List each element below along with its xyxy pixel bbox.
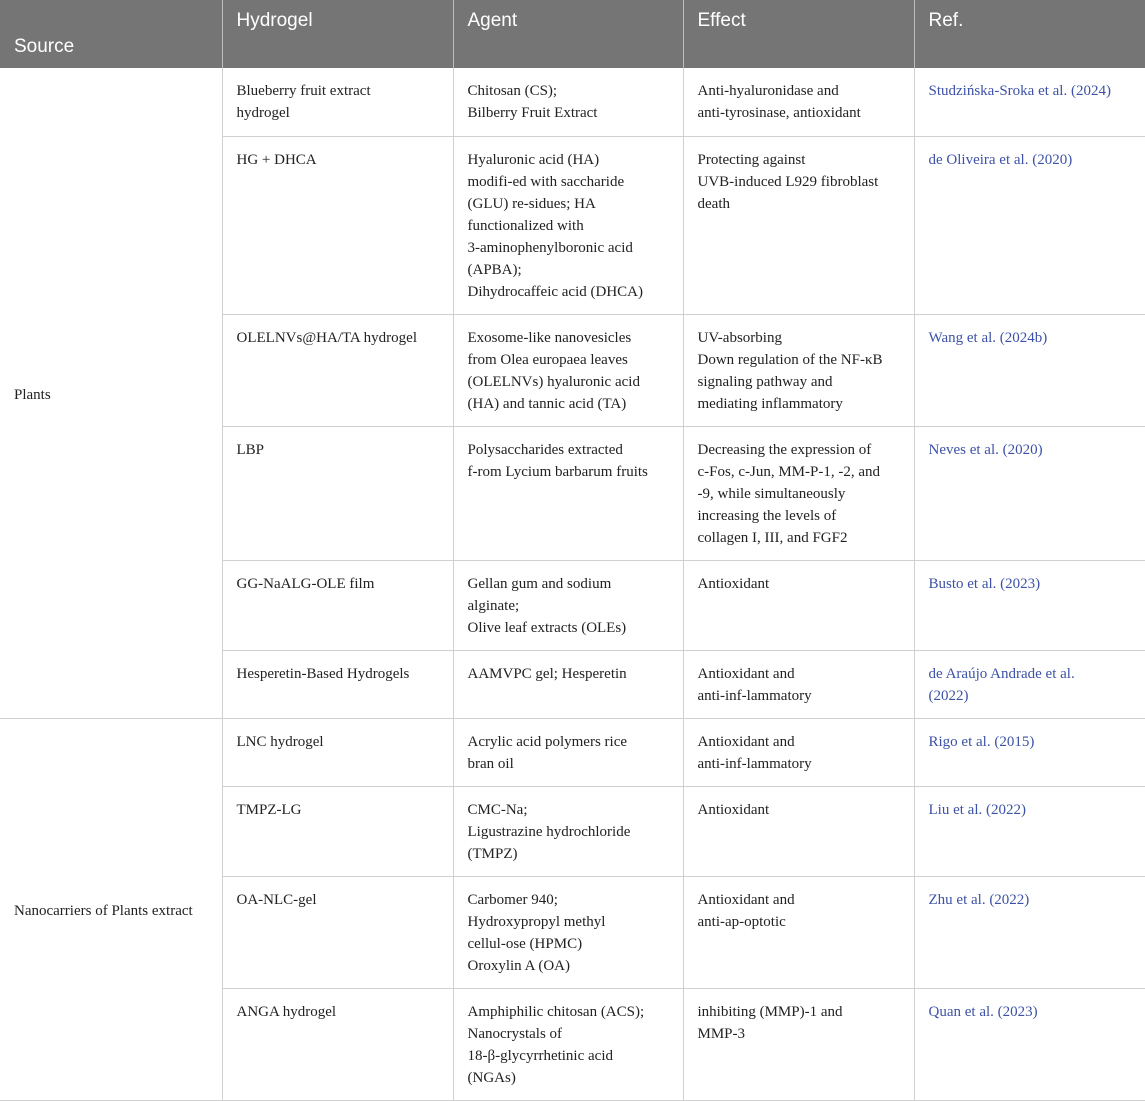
agent-text: Gellan gum and sodium [467, 575, 612, 592]
agent-text: Carbomer 940; [467, 891, 558, 908]
source-cell: Nanocarriers of Plants extract [0, 718, 222, 1100]
effect-cell [683, 68, 914, 136]
hydrogel-text: OLELNVs@HA/TA hydrogel [236, 329, 418, 346]
table-body [0, 68, 1145, 1100]
hydrogel-text: ANGA hydrogel [236, 1003, 337, 1020]
reference-link[interactable]: Zhu et al. (2022) [928, 891, 1030, 908]
effect-text: Antioxidant [697, 575, 770, 592]
agent-cell [453, 560, 683, 650]
effect-cell [683, 314, 914, 426]
effect-text: Protecting against [697, 151, 806, 168]
hydrogel-text: OA-NLC-gel [236, 891, 317, 908]
agent-cell [453, 988, 683, 1100]
effect-text: Anti-hyaluronidase and [697, 83, 839, 99]
ref-cell[interactable] [914, 560, 1145, 650]
hydrogel-cell [222, 314, 453, 426]
reference-link[interactable]: Studzińska-Sroka et al. (2024) [928, 83, 1111, 99]
reference-link[interactable]: Busto et al. (2023) [928, 575, 1041, 592]
hydrogel-cell [222, 876, 453, 988]
agent-text: Hyaluronic acid (HA) [467, 151, 600, 168]
agent-text: Nanocrystals of [467, 1025, 563, 1042]
effect-text: MMP-3 [697, 1025, 746, 1042]
agent-text: f-rom Lycium barbarum fruits [467, 463, 648, 480]
reference-link[interactable]: de Oliveira et al. (2020) [928, 151, 1073, 168]
agent-cell [453, 136, 683, 314]
agent-cell [453, 718, 683, 786]
hydrogel-text: GG-NaALG-OLE film [236, 575, 375, 592]
source-cell: Plants [0, 68, 222, 718]
agent-text: (HA) and tannic acid (TA) [467, 395, 627, 412]
agent-cell [453, 314, 683, 426]
effect-text: increasing the levels of [697, 507, 837, 524]
agent-text: cellul-ose (HPMC) [467, 935, 583, 952]
reference-link[interactable]: Rigo et al. (2015) [928, 733, 1035, 750]
hydrogel-text: LBP [236, 441, 265, 458]
effect-text: UVB-induced L929 fibroblast [697, 173, 879, 190]
hydrogel-cell [222, 718, 453, 786]
hydrogel-cell [222, 136, 453, 314]
agent-text: Dihydrocaffeic acid (DHCA) [467, 283, 643, 300]
agent-text: 3-aminophenylboronic acid [467, 239, 633, 256]
agent-text: Polysaccharides extracted [467, 441, 623, 458]
effect-text: collagen I, III, and FGF2 [697, 529, 848, 546]
effect-text: anti-inf-lammatory [697, 687, 812, 704]
reference-link[interactable]: Liu et al. (2022) [928, 801, 1026, 818]
ref-cell[interactable] [914, 988, 1145, 1100]
effect-text: Antioxidant [697, 801, 770, 818]
effect-text: Decreasing the expression of [697, 441, 872, 458]
effect-text: death [697, 195, 730, 212]
agent-text: Hydroxypropyl methyl [467, 913, 606, 930]
effect-text: Down regulation of the NF-κB [697, 351, 883, 368]
header-hydrogel: Hydrogel [222, 0, 453, 68]
reference-link[interactable]: (2022) [928, 687, 969, 704]
table-row [0, 68, 1145, 136]
ref-cell[interactable] [914, 314, 1145, 426]
effect-text: signaling pathway and [697, 373, 833, 390]
hydrogel-text: TMPZ-LG [236, 801, 302, 818]
hydrogel-text: Hesperetin-Based Hydrogels [236, 665, 410, 682]
effect-cell [683, 988, 914, 1100]
effect-cell [683, 650, 914, 718]
agent-text: Oroxylin A (OA) [467, 957, 570, 974]
effect-cell [683, 876, 914, 988]
header-agent: Agent [453, 0, 683, 68]
effect-text: Antioxidant and [697, 733, 795, 750]
hydrogel-text: hydrogel [236, 105, 290, 121]
agent-cell [453, 876, 683, 988]
header-source: Source [0, 0, 222, 68]
header-ref: Ref. [914, 0, 1145, 68]
agent-text: modifi-ed with saccharide [467, 173, 625, 190]
hydrogel-cell [222, 426, 453, 560]
reference-link[interactable]: Wang et al. (2024b) [928, 329, 1048, 346]
effect-text: UV-absorbing [697, 329, 782, 346]
agent-text: bran oil [467, 755, 514, 772]
hydrogel-text: LNC hydrogel [236, 733, 324, 750]
hydrogel-cell [222, 650, 453, 718]
effect-text: anti-tyrosinase, antioxidant [697, 105, 861, 121]
hydrogel-cell [222, 786, 453, 876]
header-effect: Effect [683, 0, 914, 68]
agent-text: Exosome-like nanovesicles [467, 329, 632, 346]
effect-text: Antioxidant and [697, 665, 795, 682]
agent-text: (GLU) re-sidues; HA [467, 195, 596, 212]
agent-text: Olive leaf extracts (OLEs) [467, 619, 627, 636]
agent-cell [453, 68, 683, 136]
effect-text: c-Fos, c-Jun, MM-P-1, -2, and [697, 463, 880, 480]
agent-text: Amphiphilic chitosan (ACS); [467, 1003, 645, 1020]
agent-text: alginate; [467, 597, 520, 614]
agent-text: 18-β-glycyrrhetinic acid [467, 1047, 613, 1064]
ref-cell[interactable] [914, 426, 1145, 560]
hydrogel-cell [222, 560, 453, 650]
reference-link[interactable]: Quan et al. (2023) [928, 1003, 1038, 1020]
header-row [0, 0, 1145, 68]
ref-cell[interactable] [914, 786, 1145, 876]
table-row [0, 718, 1145, 786]
ref-cell[interactable] [914, 718, 1145, 786]
hydrogel-cell [222, 988, 453, 1100]
reference-link[interactable]: Neves et al. (2020) [928, 441, 1043, 458]
agent-cell [453, 786, 683, 876]
agent-text: from Olea europaea leaves [467, 351, 628, 368]
agent-text: Ligustrazine hydrochloride [467, 823, 631, 840]
agent-text: (TMPZ) [467, 845, 518, 862]
effect-cell [683, 560, 914, 650]
ref-cell[interactable] [914, 136, 1145, 314]
effect-text: -9, while simultaneously [697, 485, 846, 502]
table-header [0, 0, 1145, 68]
effect-cell [683, 426, 914, 560]
ref-cell[interactable] [914, 650, 1145, 718]
effect-text: inhibiting (MMP)-1 and [697, 1003, 843, 1020]
hydrogel-cell [222, 68, 453, 136]
agent-text: Chitosan (CS); [467, 83, 558, 99]
effect-text: mediating inflammatory [697, 395, 843, 412]
agent-text: CMC-Na; [467, 801, 528, 818]
effect-text: anti-ap-optotic [697, 913, 786, 930]
ref-cell[interactable] [914, 68, 1145, 136]
agent-cell [453, 426, 683, 560]
effect-text: anti-inf-lammatory [697, 755, 812, 772]
agent-text: (OLELNVs) hyaluronic acid [467, 373, 640, 390]
ref-cell[interactable] [914, 876, 1145, 988]
agent-text: Bilberry Fruit Extract [467, 105, 598, 121]
agent-cell [453, 650, 683, 718]
agent-text: functionalized with [467, 217, 584, 234]
effect-cell [683, 786, 914, 876]
agent-text: AAMVPC gel; Hesperetin [467, 665, 627, 682]
effect-text: Antioxidant and [697, 891, 795, 908]
reference-link[interactable]: de Araújo Andrade et al. [928, 665, 1075, 682]
hydrogel-text: Blueberry fruit extract [236, 83, 371, 99]
agent-text: (NGAs) [467, 1069, 516, 1086]
agent-text: Acrylic acid polymers rice [467, 733, 628, 750]
effect-cell [683, 136, 914, 314]
hydrogel-text: HG + DHCA [236, 151, 317, 168]
agent-text: (APBA); [467, 261, 522, 278]
effect-cell [683, 718, 914, 786]
